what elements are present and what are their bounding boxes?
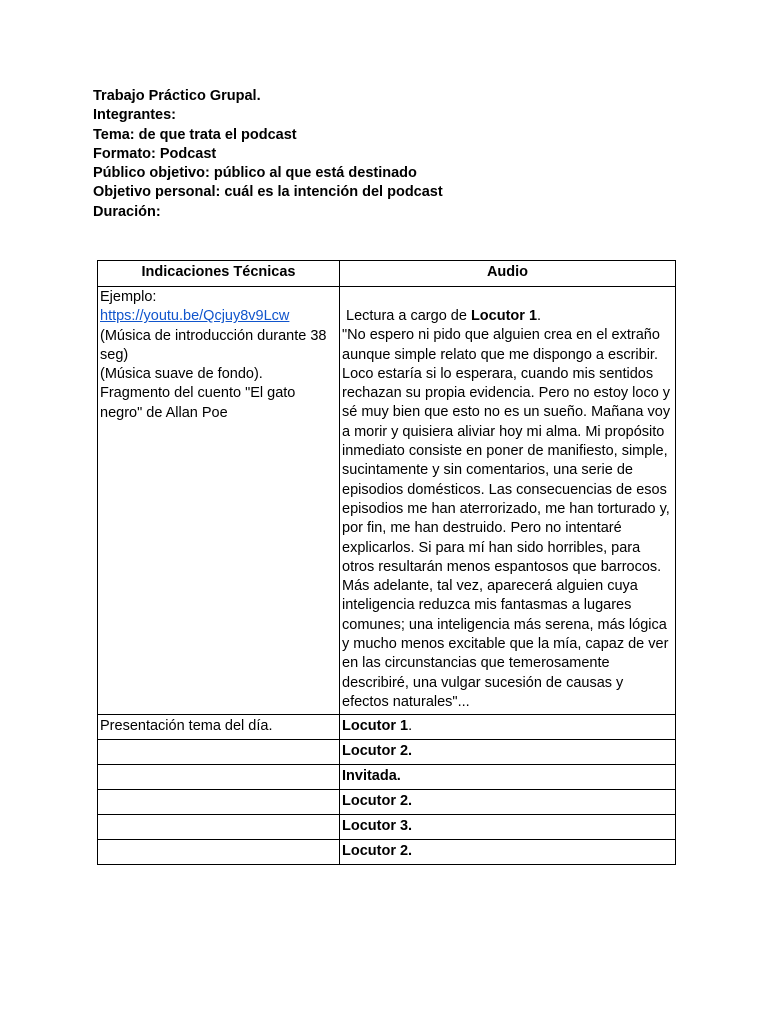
example-note-background-music: (Música suave de fondo). (100, 366, 263, 383)
table-row (98, 715, 676, 740)
row-speaker: Locutor 3. (342, 818, 413, 835)
row-speaker: Invitada. (342, 768, 401, 785)
header-format: Formato: Podcast (93, 145, 217, 162)
row-speaker-cell (340, 765, 676, 790)
audio-intro-suffix: . (537, 308, 542, 324)
row-technical (98, 765, 340, 790)
example-audio-cell (340, 287, 676, 715)
table-row (98, 815, 676, 840)
header-objective: Objetivo personal: cuál es la intención del podcast (93, 184, 443, 201)
table-row (98, 840, 676, 865)
example-technical-cell (98, 287, 340, 715)
row-speaker-cell (340, 740, 676, 765)
audio-passage: "No espero ni pido que alguien crea en el extraño aunque simple relato que me dispongo a escribir. Loco estaría si lo esperara, cuando mis sentidos rechazan su propia evidencia. Pero no estoy loco y sé muy bien que esto no es un sueño. Mañana voy a morir y quisiera aliviar hoy mi alma. Mi propósito inmediato consiste en poner de manifiesto, simple, sucintamente y sin comentarios, una serie de episodios domésticos. Las consecuencias de esos episodios me han aterrorizado, me han torturado y, por fin, me han destruido. Pero no intentaré explicarlos. Si para mí han sido horribles, para otros resultarán menos espantosos que barrocos. Más adelante, tal vez, aparecerá alguien cuya inteligencia reduzca mis fantasmas a lugares comunes; una inteligencia más serena, más lógica y mucho menos excitable que la mía, capaz de ver en las circunstancias que temerosamente describiré, una vulgar sucesión de causas y efectos naturales"... (342, 327, 671, 710)
header-duration: Duración: (93, 203, 161, 220)
header-technical: Indicaciones Técnicas (98, 261, 340, 287)
audio-intro (342, 288, 673, 326)
header-audio: Audio (340, 261, 676, 287)
script-table (97, 260, 676, 865)
row-speaker-cell (340, 715, 676, 740)
row-speaker-cell (340, 790, 676, 815)
row-technical (98, 840, 340, 865)
header-members: Integrantes: (93, 107, 176, 124)
audio-intro-speaker: Locutor 1 (470, 308, 538, 324)
row-speaker: Locutor 2. (342, 793, 413, 810)
table-row (98, 740, 676, 765)
example-note-intro-music: (Música de introducción durante 38 seg) (100, 327, 327, 363)
row-technical (98, 740, 340, 765)
audio-intro-prefix: Lectura a cargo de (346, 308, 471, 324)
row-technical (98, 815, 340, 840)
header-title: Trabajo Práctico Grupal. (93, 88, 261, 104)
assignment-header (93, 87, 693, 222)
header-audience: Público objetivo: público al que está destinado (93, 165, 417, 182)
example-note-fragment: Fragmento del cuento "El gato negro" de Allan Poe (100, 385, 296, 421)
row-speaker-cell (340, 840, 676, 865)
example-row (98, 287, 676, 715)
row-speaker: Locutor 1 (342, 718, 409, 735)
row-speaker-cell (340, 815, 676, 840)
table-header-row (98, 261, 676, 287)
example-link[interactable]: https://youtu.be/Qcjuy8v9Lcw (100, 308, 290, 325)
example-label: Ejemplo: (100, 289, 157, 305)
table-row (98, 790, 676, 815)
row-speaker: Locutor 2. (342, 843, 413, 860)
table-row (98, 765, 676, 790)
row-speaker: Locutor 2. (342, 743, 413, 760)
header-topic: Tema: de que trata el podcast (93, 126, 297, 143)
row-technical: Presentación tema del día. (98, 715, 340, 740)
row-technical (98, 790, 340, 815)
row-speaker-suffix: . (408, 718, 413, 735)
